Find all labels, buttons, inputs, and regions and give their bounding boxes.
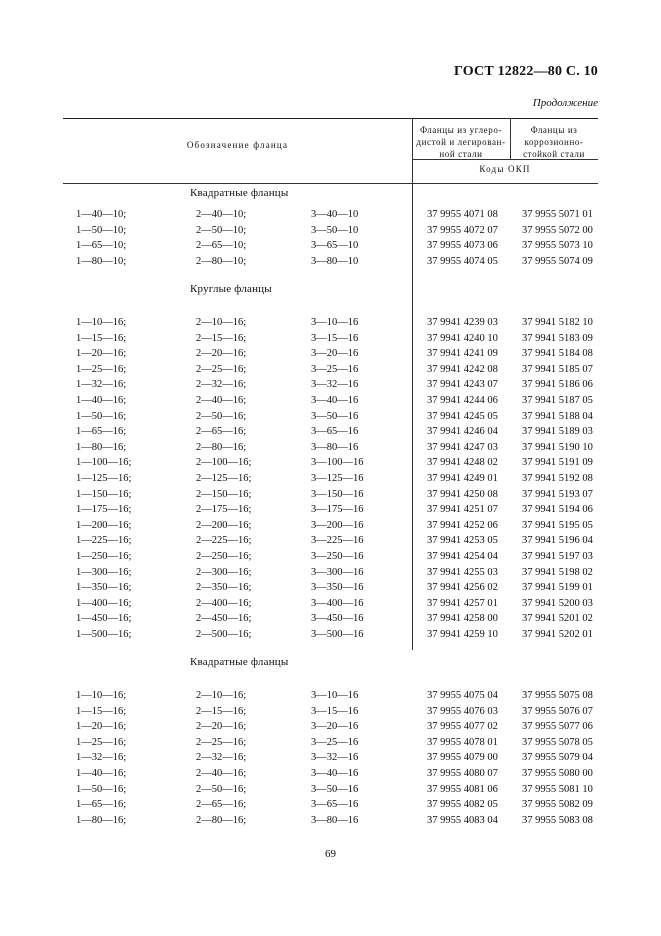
- continuation-label: Продолжение: [532, 97, 598, 109]
- okp-code-carbon: 37 9955 4079 00: [427, 752, 498, 764]
- header-carbon-line: дистой и легирован-: [416, 137, 506, 147]
- table-row: [0, 317, 661, 332]
- designation-type-2: 2—300—16;: [196, 566, 252, 578]
- okp-code-stainless: 37 9941 5183 09: [522, 332, 593, 344]
- okp-code-stainless: 37 9955 5078 05: [522, 736, 593, 748]
- designation-type-3: 3—50—10: [311, 224, 359, 236]
- okp-code-carbon: 37 9941 4259 10: [427, 629, 498, 640]
- designation-type-1: 1—80—10;: [76, 255, 127, 267]
- section-title: Квадратные фланцы: [190, 187, 289, 199]
- table-row: [0, 598, 661, 613]
- okp-code-carbon: 37 9941 4252 06: [427, 519, 498, 531]
- okp-code-carbon: 37 9941 4249 01: [427, 473, 498, 484]
- okp-code-stainless: 37 9941 5192 08: [522, 473, 593, 484]
- designation-type-2: 2—25—16;: [196, 363, 247, 375]
- okp-code-carbon: 37 9941 4240 10: [427, 332, 498, 344]
- okp-code-carbon: 37 9941 4255 03: [427, 566, 498, 578]
- okp-code-stainless: 37 9955 5082 09: [522, 799, 593, 811]
- designation-type-3: 3—15—16: [311, 705, 359, 717]
- designation-type-2: 2—80—16;: [196, 814, 247, 826]
- table-row: [0, 348, 661, 363]
- okp-code-carbon: 37 9955 4071 08: [427, 209, 498, 220]
- table-row: [0, 504, 661, 519]
- table-row: [0, 690, 661, 705]
- okp-code-carbon: 37 9941 4245 05: [427, 410, 498, 422]
- designation-type-2: 2—40—16;: [196, 768, 247, 779]
- table-row: [0, 721, 661, 736]
- okp-code-carbon: 37 9955 4080 07: [427, 768, 498, 779]
- okp-code-stainless: 37 9955 5073 10: [522, 240, 593, 252]
- table-row: [0, 364, 661, 379]
- okp-code-stainless: 37 9941 5186 06: [522, 379, 593, 391]
- designation-type-3: 3—80—10: [311, 255, 359, 267]
- okp-code-carbon: 37 9941 4250 08: [427, 488, 498, 500]
- okp-code-stainless: 37 9955 5081 10: [522, 783, 593, 795]
- designation-type-2: 2—250—16;: [196, 551, 252, 562]
- table-row: [0, 629, 661, 644]
- table-row: [0, 784, 661, 799]
- designation-type-1: 1—80—16;: [76, 814, 127, 826]
- okp-code-stainless: 37 9955 5076 07: [522, 705, 593, 717]
- okp-code-carbon: 37 9955 4081 06: [427, 783, 498, 795]
- designation-type-2: 2—175—16;: [196, 504, 252, 516]
- okp-code-stainless: 37 9955 5072 00: [522, 224, 593, 236]
- designation-type-3: 3—65—10: [311, 240, 359, 252]
- designation-type-2: 2—80—10;: [196, 255, 247, 267]
- okp-code-carbon: 37 9941 4244 06: [427, 395, 498, 406]
- okp-code-stainless: 37 9941 5182 10: [522, 317, 593, 328]
- designation-type-1: 1—65—16;: [76, 799, 127, 811]
- okp-code-stainless: 37 9955 5079 04: [522, 752, 593, 764]
- designation-type-2: 2—400—16;: [196, 597, 252, 609]
- designation-type-1: 1—100—16;: [76, 457, 132, 469]
- okp-code-stainless: 37 9941 5190 10: [522, 441, 593, 453]
- designation-type-1: 1—250—16;: [76, 551, 132, 562]
- designation-type-2: 2—350—16;: [196, 582, 252, 594]
- table-row: [0, 489, 661, 504]
- designation-type-2: 2—40—10;: [196, 209, 247, 220]
- okp-code-stainless: 37 9955 5071 01: [522, 209, 593, 220]
- table-row: [0, 520, 661, 535]
- designation-type-3: 3—15—16: [311, 332, 359, 344]
- table-row: [0, 395, 661, 410]
- designation-type-3: 3—65—16: [311, 426, 359, 438]
- table-row: [0, 737, 661, 752]
- table-row: [0, 768, 661, 783]
- header-designation: Обозначение фланца: [186, 140, 289, 150]
- okp-code-carbon: 37 9941 4243 07: [427, 379, 498, 391]
- okp-code-stainless: 37 9955 5074 09: [522, 255, 593, 267]
- designation-type-1: 1—25—16;: [76, 363, 127, 375]
- table-row: [0, 551, 661, 566]
- designation-type-3: 3—175—16: [311, 504, 364, 516]
- designation-type-3: 3—100—16: [311, 457, 364, 469]
- table-top-rule: [63, 118, 598, 119]
- header-stainless-line: стойкой стали: [523, 149, 585, 159]
- designation-type-2: 2—32—16;: [196, 379, 247, 391]
- designation-type-3: 3—32—16: [311, 379, 359, 391]
- designation-type-3: 3—20—16: [311, 721, 359, 733]
- okp-code-carbon: 37 9941 4258 00: [427, 613, 498, 625]
- table-row: [0, 333, 661, 348]
- okp-code-carbon: 37 9941 4256 02: [427, 582, 498, 594]
- designation-type-1: 1—50—16;: [76, 783, 127, 795]
- okp-code-stainless: 37 9941 5193 07: [522, 488, 593, 500]
- designation-type-2: 2—15—16;: [196, 332, 247, 344]
- table-header-bottom-rule: [63, 183, 598, 184]
- designation-type-2: 2—65—16;: [196, 799, 247, 811]
- designation-type-2: 2—450—16;: [196, 613, 252, 625]
- table-row: [0, 567, 661, 582]
- okp-code-stainless: 37 9955 5075 08: [522, 690, 593, 701]
- okp-code-stainless: 37 9941 5197 03: [522, 551, 593, 562]
- okp-code-carbon: 37 9955 4074 05: [427, 255, 498, 267]
- okp-code-stainless: 37 9955 5083 08: [522, 814, 593, 826]
- table-row: [0, 582, 661, 597]
- designation-type-1: 1—400—16;: [76, 597, 132, 609]
- designation-type-3: 3—32—16: [311, 752, 359, 764]
- okp-code-stainless: 37 9941 5187 05: [522, 395, 593, 406]
- designation-type-1: 1—175—16;: [76, 504, 132, 516]
- designation-type-2: 2—125—16;: [196, 473, 252, 484]
- designation-type-1: 1—20—16;: [76, 721, 127, 733]
- designation-type-1: 1—125—16;: [76, 473, 132, 484]
- designation-type-2: 2—150—16;: [196, 488, 252, 500]
- designation-type-1: 1—300—16;: [76, 566, 132, 578]
- designation-type-2: 2—65—16;: [196, 426, 247, 438]
- designation-type-3: 3—40—10: [311, 209, 359, 220]
- header-carbon-steel: [412, 124, 510, 160]
- page-number: 69: [325, 848, 336, 860]
- table-row: [0, 706, 661, 721]
- designation-type-3: 3—80—16: [311, 814, 359, 826]
- designation-type-3: 3—25—16: [311, 363, 359, 375]
- okp-code-carbon: 37 9955 4078 01: [427, 736, 498, 748]
- okp-code-stainless: 37 9941 5196 04: [522, 535, 593, 547]
- designation-type-3: 3—150—16: [311, 488, 364, 500]
- okp-code-stainless: 37 9955 5080 00: [522, 768, 593, 779]
- table-row: [0, 209, 661, 224]
- section-title: Круглые фланцы: [190, 283, 272, 295]
- okp-code-carbon: 37 9955 4077 02: [427, 721, 498, 733]
- header-stainless-line: коррозионно-: [524, 137, 584, 147]
- designation-type-2: 2—225—16;: [196, 535, 252, 547]
- designation-type-2: 2—50—16;: [196, 783, 247, 795]
- designation-type-1: 1—225—16;: [76, 535, 132, 547]
- designation-type-2: 2—100—16;: [196, 457, 252, 469]
- table-row: [0, 256, 661, 271]
- designation-type-2: 2—10—16;: [196, 317, 247, 328]
- okp-code-stainless: 37 9941 5195 05: [522, 519, 593, 531]
- header-stainless-steel: [510, 124, 598, 160]
- designation-type-3: 3—40—16: [311, 395, 359, 406]
- okp-code-stainless: 37 9941 5189 03: [522, 426, 593, 438]
- okp-code-carbon: 37 9955 4073 06: [427, 240, 498, 252]
- okp-code-stainless: 37 9941 5194 06: [522, 504, 593, 516]
- table-row: [0, 799, 661, 814]
- okp-code-carbon: 37 9941 4254 04: [427, 551, 498, 562]
- okp-code-carbon: 37 9941 4257 01: [427, 597, 498, 609]
- designation-type-1: 1—40—16;: [76, 768, 127, 779]
- designation-type-1: 1—10—16;: [76, 317, 127, 328]
- designation-type-2: 2—10—16;: [196, 690, 247, 701]
- designation-type-2: 2—50—16;: [196, 410, 247, 422]
- designation-type-1: 1—10—16;: [76, 690, 127, 701]
- designation-type-3: 3—500—16: [311, 629, 364, 640]
- okp-code-stainless: 37 9941 5198 02: [522, 566, 593, 578]
- table-row: [0, 535, 661, 550]
- okp-code-carbon: 37 9955 4082 05: [427, 799, 498, 811]
- designation-type-3: 3—225—16: [311, 535, 364, 547]
- okp-code-carbon: 37 9941 4239 03: [427, 317, 498, 328]
- designation-type-1: 1—65—10;: [76, 240, 127, 252]
- designation-type-1: 1—25—16;: [76, 736, 127, 748]
- designation-type-2: 2—50—10;: [196, 224, 247, 236]
- designation-type-3: 3—200—16: [311, 519, 364, 531]
- designation-type-3: 3—50—16: [311, 783, 359, 795]
- table-row: [0, 411, 661, 426]
- designation-type-3: 3—25—16: [311, 736, 359, 748]
- designation-type-3: 3—65—16: [311, 799, 359, 811]
- designation-type-2: 2—40—16;: [196, 395, 247, 406]
- designation-type-1: 1—15—16;: [76, 332, 127, 344]
- okp-code-carbon: 37 9941 4241 09: [427, 348, 498, 360]
- designation-type-3: 3—20—16: [311, 348, 359, 360]
- okp-code-carbon: 37 9941 4242 08: [427, 363, 498, 375]
- designation-type-2: 2—20—16;: [196, 721, 247, 733]
- designation-type-1: 1—80—16;: [76, 441, 127, 453]
- designation-type-3: 3—400—16: [311, 597, 364, 609]
- gost-title: ГОСТ 12822—80 С. 10: [454, 64, 598, 79]
- designation-type-1: 1—32—16;: [76, 379, 127, 391]
- table-row: [0, 225, 661, 240]
- designation-type-1: 1—200—16;: [76, 519, 132, 531]
- designation-type-3: 3—125—16: [311, 473, 364, 484]
- okp-code-stainless: 37 9941 5201 02: [522, 613, 593, 625]
- okp-code-carbon: 37 9941 4247 03: [427, 441, 498, 453]
- designation-type-3: 3—10—16: [311, 690, 359, 701]
- table-row: [0, 457, 661, 472]
- table-row: [0, 752, 661, 767]
- okp-code-stainless: 37 9941 5200 03: [522, 597, 593, 609]
- okp-code-stainless: 37 9941 5184 08: [522, 348, 593, 360]
- designation-type-3: 3—300—16: [311, 566, 364, 578]
- table-row: [0, 426, 661, 441]
- designation-type-3: 3—40—16: [311, 768, 359, 779]
- designation-type-1: 1—50—16;: [76, 410, 127, 422]
- designation-type-1: 1—150—16;: [76, 488, 132, 500]
- okp-code-carbon: 37 9941 4248 02: [427, 457, 498, 469]
- table-row: [0, 815, 661, 830]
- designation-type-3: 3—250—16: [311, 551, 364, 562]
- designation-type-2: 2—25—16;: [196, 736, 247, 748]
- okp-code-carbon: 37 9941 4253 05: [427, 535, 498, 547]
- table-row: [0, 442, 661, 457]
- okp-code-carbon: 37 9955 4072 07: [427, 224, 498, 236]
- designation-type-2: 2—15—16;: [196, 705, 247, 717]
- okp-code-stainless: 37 9941 5188 04: [522, 410, 593, 422]
- okp-code-stainless: 37 9941 5199 01: [522, 582, 593, 594]
- okp-code-carbon: 37 9955 4083 04: [427, 814, 498, 826]
- table-row: [0, 613, 661, 628]
- okp-code-carbon: 37 9955 4075 04: [427, 690, 498, 701]
- header-carbon-line: ной стали: [439, 149, 483, 159]
- designation-type-1: 1—500—16;: [76, 629, 132, 640]
- section-title: Квадратные фланцы: [190, 656, 289, 668]
- designation-type-1: 1—40—16;: [76, 395, 127, 406]
- designation-type-2: 2—20—16;: [196, 348, 247, 360]
- designation-type-1: 1—32—16;: [76, 752, 127, 764]
- designation-type-2: 2—80—16;: [196, 441, 247, 453]
- designation-type-2: 2—32—16;: [196, 752, 247, 764]
- okp-code-stainless: 37 9941 5185 07: [522, 363, 593, 375]
- header-carbon-line: Фланцы из углеро-: [419, 125, 503, 135]
- table-row: [0, 240, 661, 255]
- designation-type-3: 3—10—16: [311, 317, 359, 328]
- table-row: [0, 473, 661, 488]
- designation-type-3: 3—80—16: [311, 441, 359, 453]
- okp-code-stainless: 37 9955 5077 06: [522, 721, 593, 733]
- designation-type-2: 2—200—16;: [196, 519, 252, 531]
- designation-type-1: 1—65—16;: [76, 426, 127, 438]
- table-row: [0, 379, 661, 394]
- okp-code-carbon: 37 9941 4251 07: [427, 504, 498, 516]
- okp-code-carbon: 37 9955 4076 03: [427, 705, 498, 717]
- designation-type-3: 3—450—16: [311, 613, 364, 625]
- designation-type-1: 1—350—16;: [76, 582, 132, 594]
- designation-type-2: 2—500—16;: [196, 629, 252, 640]
- designation-type-1: 1—15—16;: [76, 705, 127, 717]
- designation-type-1: 1—450—16;: [76, 613, 132, 625]
- designation-type-2: 2—65—10;: [196, 240, 247, 252]
- okp-code-carbon: 37 9941 4246 04: [427, 426, 498, 438]
- designation-type-3: 3—350—16: [311, 582, 364, 594]
- okp-code-stainless: 37 9941 5202 01: [522, 629, 593, 640]
- designation-type-1: 1—40—10;: [76, 209, 127, 220]
- designation-type-3: 3—50—16: [311, 410, 359, 422]
- okp-code-stainless: 37 9941 5191 09: [522, 457, 593, 469]
- header-okp-codes: Коды ОКП: [479, 164, 531, 174]
- designation-type-1: 1—20—16;: [76, 348, 127, 360]
- designation-type-1: 1—50—10;: [76, 224, 127, 236]
- header-stainless-line: Фланцы из: [530, 125, 578, 135]
